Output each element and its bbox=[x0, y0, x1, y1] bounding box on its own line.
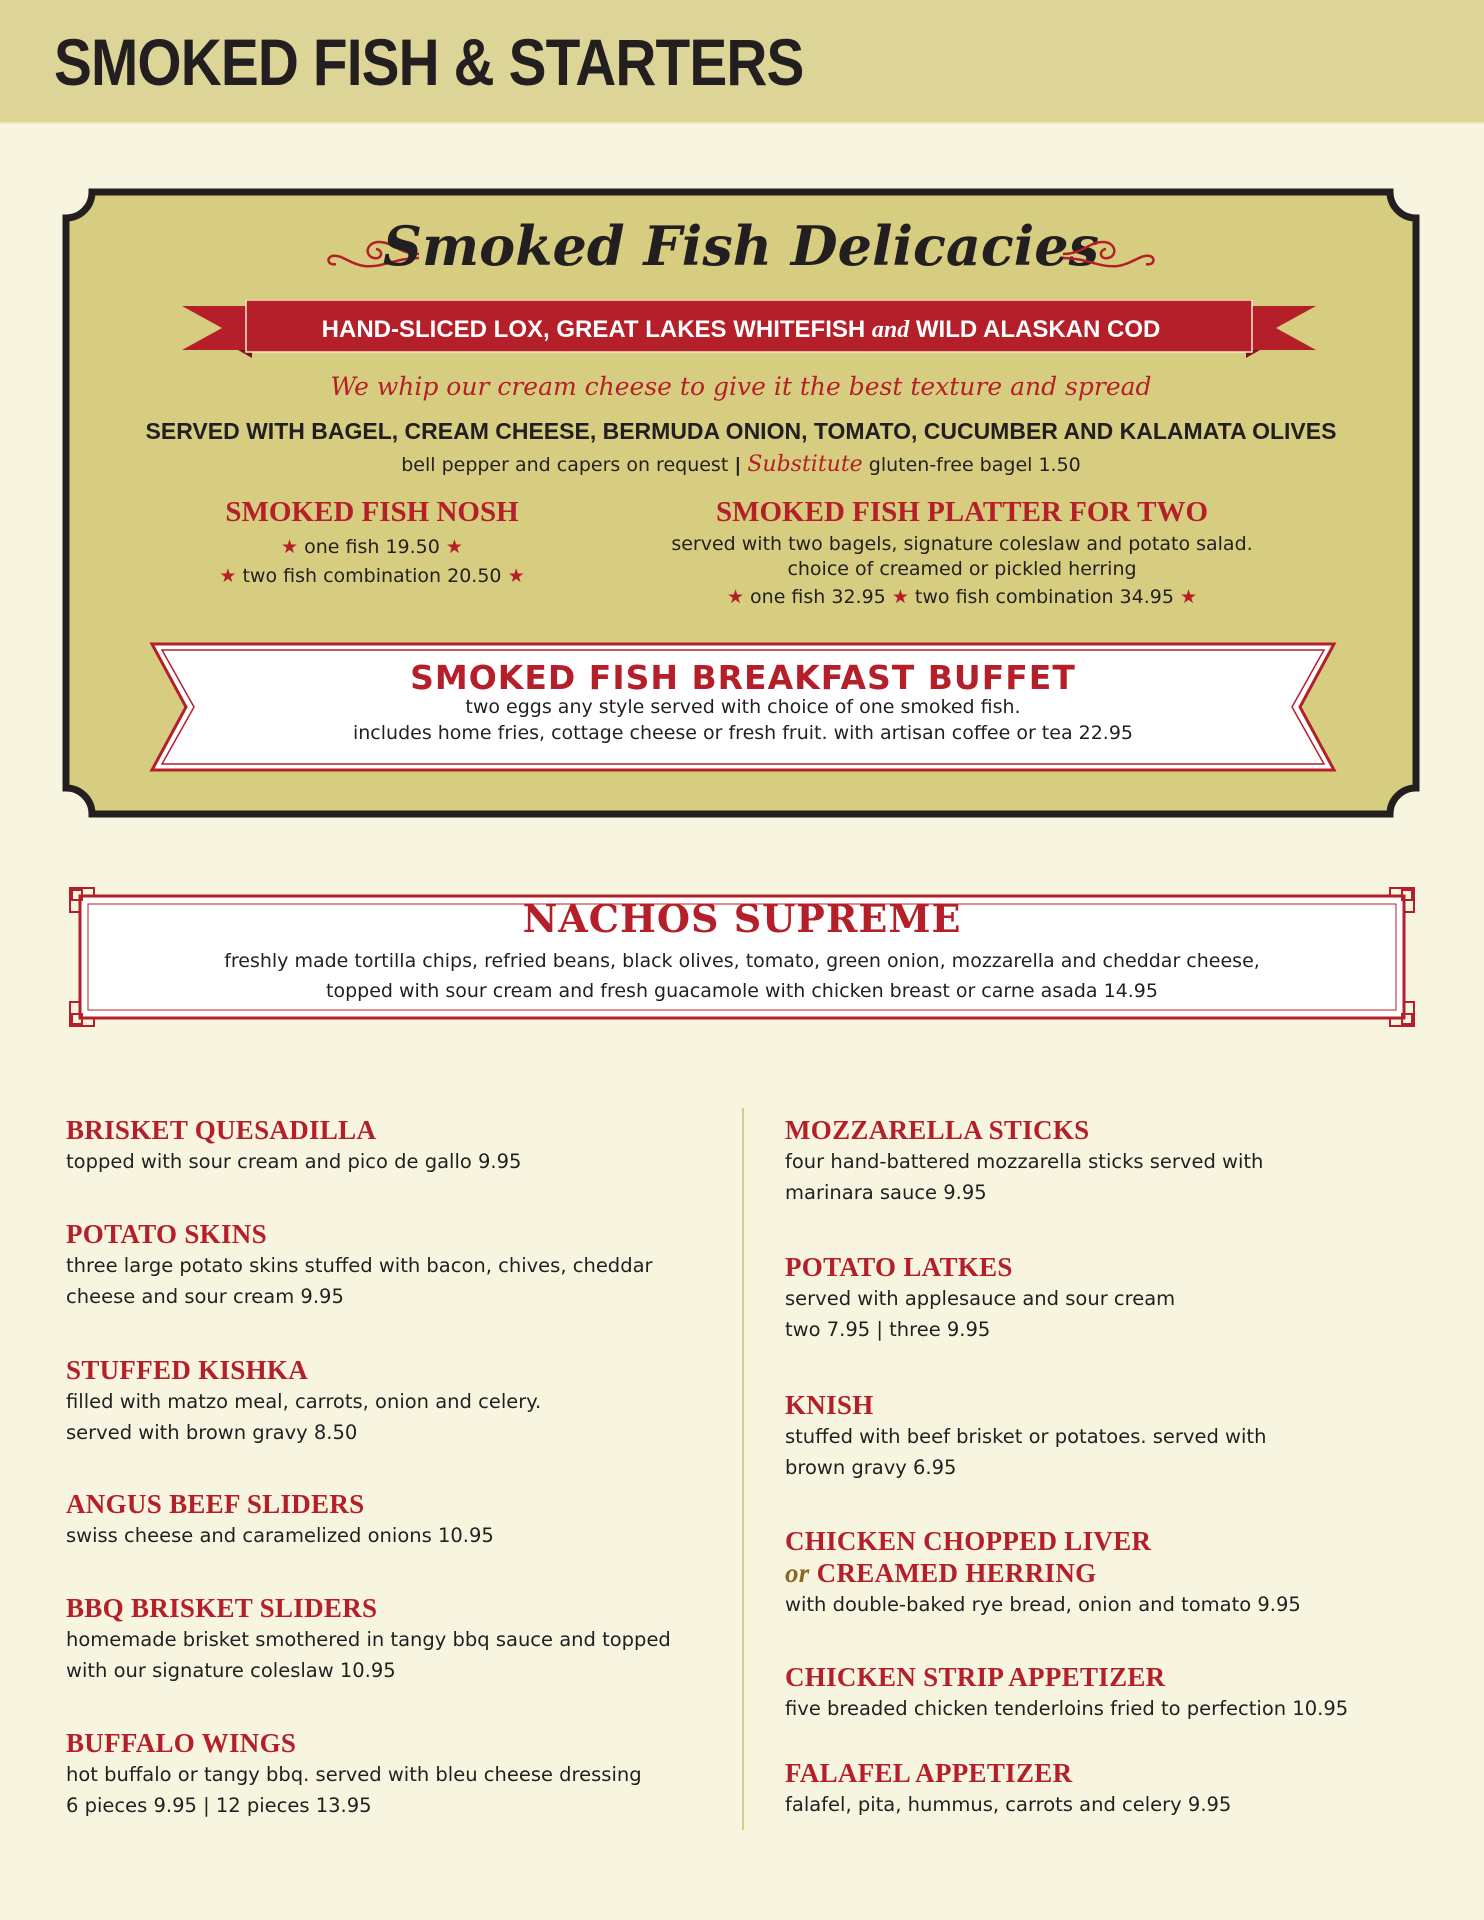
platter-line-1: served with two bagels, signature coleslaw and potato salad. bbox=[671, 533, 1253, 555]
menu-item bbox=[66, 1354, 706, 1448]
item-name: STUFFED KISHKA bbox=[66, 1355, 308, 1385]
item-name: ANGUS BEEF SLIDERS bbox=[66, 1489, 365, 1519]
substitute-label: Substitute bbox=[747, 452, 863, 477]
menu-item bbox=[785, 1251, 1425, 1345]
item-name-2: CREAMED HERRING bbox=[816, 1558, 1097, 1588]
star-icon: ★ bbox=[891, 586, 909, 608]
menu-item bbox=[66, 1727, 706, 1821]
nosh-two-fish bbox=[172, 565, 572, 587]
item-desc: with double-baked rye bread, onion and tomato 9.95 bbox=[785, 1593, 1301, 1616]
item-name: POTATO SKINS bbox=[66, 1219, 267, 1249]
menu-item bbox=[66, 1218, 706, 1312]
platter-one-fish: one fish 32.95 bbox=[750, 586, 886, 608]
star-icon: ★ bbox=[507, 565, 525, 587]
menu-item bbox=[66, 1488, 706, 1551]
item-desc: served with applesauce and sour cream bbox=[785, 1287, 1176, 1310]
smoked-fish-title: Smoked Fish Delicacies bbox=[382, 214, 1100, 278]
page-title: SMOKED FISH & STARTERS bbox=[54, 25, 804, 99]
column-divider bbox=[742, 1108, 744, 1830]
item-desc: cheese and sour cream 9.95 bbox=[66, 1285, 344, 1308]
request-text: bell pepper and capers on request bbox=[401, 454, 729, 476]
item-desc: four hand-battered mozzarella sticks served with bbox=[785, 1150, 1264, 1173]
ribbon-and: and bbox=[871, 317, 910, 343]
star-icon: ★ bbox=[726, 586, 744, 608]
buffet-title: SMOKED FISH BREAKFAST BUFFET bbox=[410, 658, 1076, 697]
ribbon-text-start: HAND-SLICED LOX, GREAT LAKES WHITEFISH bbox=[321, 316, 872, 343]
item-desc: two 7.95 | three 9.95 bbox=[785, 1318, 991, 1341]
substitute-text: gluten-free bagel 1.50 bbox=[868, 454, 1081, 476]
item-desc: marinara sauce 9.95 bbox=[785, 1181, 987, 1204]
menu-item bbox=[785, 1525, 1425, 1620]
item-name: BBQ BRISKET SLIDERS bbox=[66, 1593, 378, 1623]
star-icon: ★ bbox=[281, 536, 299, 558]
item-name: KNISH bbox=[785, 1390, 874, 1420]
nosh-title: SMOKED FISH NOSH bbox=[225, 496, 519, 528]
menu-item bbox=[785, 1114, 1425, 1208]
star-icon: ★ bbox=[1180, 586, 1198, 608]
nosh-one-fish bbox=[172, 536, 572, 558]
request-separator: | bbox=[734, 454, 742, 476]
item-desc: 6 pieces 9.95 | 12 pieces 13.95 bbox=[66, 1794, 372, 1817]
item-desc: served with brown gravy 8.50 bbox=[66, 1421, 358, 1444]
platter-line-2: choice of creamed or pickled herring bbox=[787, 558, 1137, 580]
platter-title: SMOKED FISH PLATTER FOR TWO bbox=[716, 496, 1208, 528]
smoked-fish-section bbox=[62, 188, 1420, 818]
menu-item bbox=[785, 1389, 1425, 1483]
item-desc: with our signature coleslaw 10.95 bbox=[66, 1659, 396, 1682]
item-desc: brown gravy 6.95 bbox=[785, 1456, 957, 1479]
item-desc: five breaded chicken tenderloins fried to perfection 10.95 bbox=[785, 1697, 1349, 1720]
ribbon-text bbox=[62, 316, 1420, 344]
right-flourish-icon bbox=[1058, 234, 1158, 274]
item-desc: filled with matzo meal, carrots, onion and celery. bbox=[66, 1390, 542, 1413]
ribbon-text-end: WILD ALASKAN COD bbox=[909, 316, 1161, 343]
nachos-line-2: topped with sour cream and fresh guacamole with chicken breast or carne asada 14.95 bbox=[326, 980, 1158, 1002]
platter-prices bbox=[662, 586, 1262, 608]
item-name: BRISKET QUESADILLA bbox=[66, 1115, 377, 1145]
menu-item bbox=[66, 1114, 706, 1177]
star-icon: ★ bbox=[445, 536, 463, 558]
item-name: BUFFALO WINGS bbox=[66, 1728, 297, 1758]
buffet-line-1: two eggs any style served with choice of one smoked fish. bbox=[465, 696, 1021, 718]
cream-cheese-tagline: We whip our cream cheese to give it the best texture and spread bbox=[330, 372, 1152, 401]
item-desc: hot buffalo or tangy bbq. served with bleu cheese dressing bbox=[66, 1763, 642, 1786]
request-line bbox=[62, 452, 1420, 477]
star-icon: ★ bbox=[219, 565, 237, 587]
nachos-line-1: freshly made tortilla chips, refried beans, black olives, tomato, green onion, mozzarella and cheddar cheese, bbox=[224, 950, 1260, 972]
served-with-line: SERVED WITH BAGEL, CREAM CHEESE, BERMUDA ONION, TOMATO, CUCUMBER AND KALAMATA OLIVES bbox=[145, 418, 1337, 444]
nosh-one-fish-text: one fish 19.50 bbox=[304, 536, 440, 558]
menu-item bbox=[785, 1757, 1425, 1820]
item-name: MOZZARELLA STICKS bbox=[785, 1115, 1090, 1145]
item-name: FALAFEL APPETIZER bbox=[785, 1758, 1073, 1788]
buffet-line-2: includes home fries, cottage cheese or fresh fruit. with artisan coffee or tea 22.95 bbox=[352, 722, 1134, 744]
item-desc: swiss cheese and caramelized onions 10.95 bbox=[66, 1524, 494, 1547]
menu-item bbox=[66, 1592, 706, 1686]
page-header bbox=[0, 0, 1484, 124]
item-name: CHICKEN CHOPPED LIVER bbox=[785, 1526, 1152, 1556]
item-name-or: or bbox=[785, 1558, 810, 1588]
item-desc: stuffed with beef brisket or potatoes. served with bbox=[785, 1425, 1267, 1448]
platter-two-fish: two fish combination 34.95 bbox=[914, 586, 1174, 608]
item-desc: topped with sour cream and pico de gallo 9.95 bbox=[66, 1150, 522, 1173]
item-name: POTATO LATKES bbox=[785, 1252, 1013, 1282]
item-name-alt bbox=[785, 1557, 1425, 1589]
item-name: CHICKEN STRIP APPETIZER bbox=[785, 1662, 1166, 1692]
menu-item bbox=[785, 1661, 1425, 1724]
nosh-two-fish-text: two fish combination 20.50 bbox=[242, 565, 502, 587]
item-desc: homemade brisket smothered in tangy bbq sauce and topped bbox=[66, 1628, 671, 1651]
item-desc: three large potato skins stuffed with bacon, chives, cheddar bbox=[66, 1254, 653, 1277]
nachos-title: NACHOS SUPREME bbox=[522, 896, 962, 941]
item-desc: falafel, pita, hummus, carrots and celery 9.95 bbox=[785, 1793, 1232, 1816]
